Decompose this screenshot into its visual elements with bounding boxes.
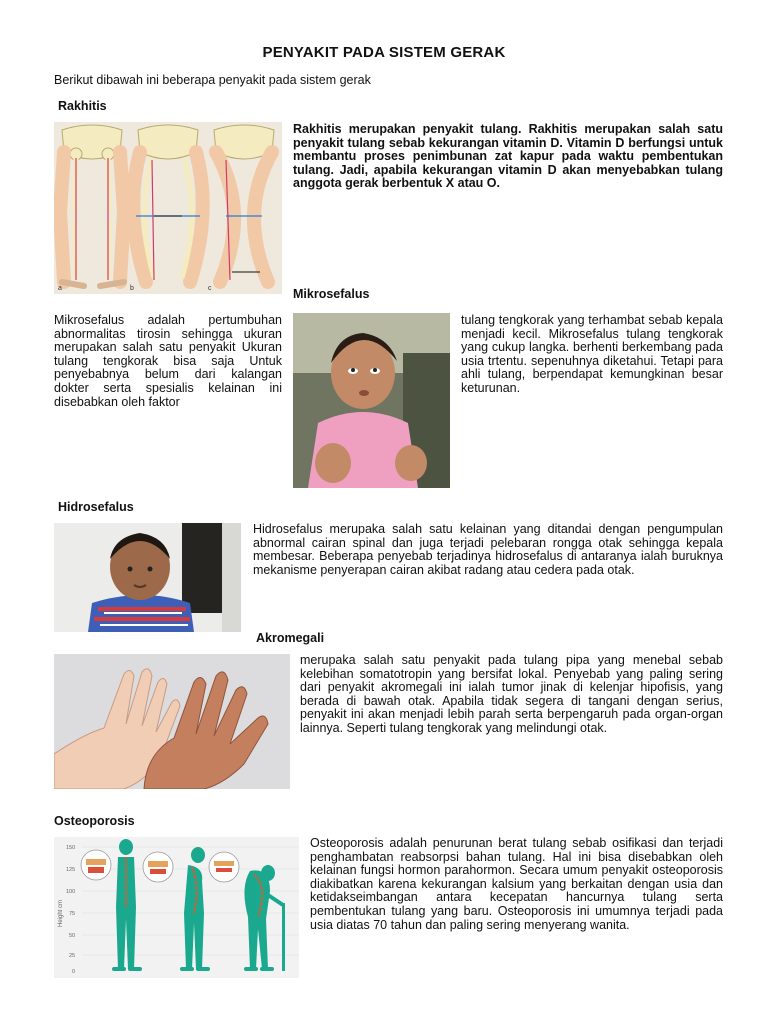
osteoporosis-description: Osteoporosis adalah penurunan berat tulang sebab osifikasi dan terjadi penghambatan reabsorpsi bahan tulang. Hal ini bisa disebabkan oleh kelainan fungsi hormon parahormon. Secara umum penyakit osteoporosis diakibatkan karena kekurangan kalsium yang berkaitan dengan usia dan ketidakseimbangan antara kecepatan hancurnya tulang serta pembentukan tulang yang baru. Osteoporosis ini umumnya terjadi pada usia diatas 70 tahun dan paling sering menyerang wanita.: [310, 836, 723, 932]
hidrosefalus-description: Hidrosefalus merupaka salah satu kelainan yang ditandai dengan pengumpulan abnormal cairan spinal dan juga terjadi pelebaran rongga otak sehingga kepala membesar. Beberapa penyebab terjadinya hidrosefalus di antaranya ialah buruknya mekanisme penyerapan cairan akibat radang atau cedera pada otak.: [253, 522, 723, 577]
mikrosefalus-description-left: Mikrosefalus adalah pertumbuhan abnormalitas tirosin sehingga ukuran merupakan salah satu penyakit Ukuran tulang tengkorak bisa saja Untuk penyebabnya belum dari kalangan dokter serta spesialis kelainan ini disebabkan oleh faktor: [54, 313, 282, 409]
svg-text:125: 125: [66, 867, 76, 873]
svg-text:0: 0: [72, 969, 76, 975]
svg-text:100: 100: [66, 889, 76, 895]
svg-text:a: a: [58, 285, 62, 292]
intro-text: Berikut dibawah ini beberapa penyakit pada sistem gerak: [54, 73, 371, 87]
svg-text:b: b: [130, 285, 134, 292]
heading-osteoporosis: Osteoporosis: [54, 814, 135, 828]
rakhitis-legs-image: [54, 122, 282, 294]
osteoporosis-posture-figure: [54, 837, 299, 978]
akromegali-description: merupaka salah satu penyakit pada tulang pipa yang menebal sebab kelebihan somatotropin yang bersifat lokal. Penyebab yang paling sering dari penyakit akromegali ini ialah tumor jinak di kelenjar hipofisis, yang berada di bawah otak. Apabila tidak segera di tangani dengan serius, penyakit ini akan menjadi lebih parah serta berpengaruh pada organ-organ lainnya. Seperti tulang tengkorak yang melindungi otak.: [300, 653, 723, 735]
heading-akromegali: Akromegali: [256, 631, 325, 645]
svg-text:75: 75: [69, 911, 76, 917]
svg-text:Height cm: Height cm: [58, 899, 64, 927]
legs-normal-figure: [58, 125, 124, 292]
rakhitis-description: Rakhitis merupakan penyakit tulang. Rakhitis merupakan salah satu penyakit tulang sebab kekurangan vitamin D. Vitamin D berfungsi untuk membantu proses penimbunan zat kapur pada waktu pembentukan tulang. Jadi, apabila kekurangan vitamin D akan menyebabkan tulang anggota gerak berbentuk X atau O.: [293, 122, 723, 191]
legs-o-shape-figure: [130, 125, 203, 292]
mikrosefalus-description-right: tulang tengkorak yang terhambat sebab kepala menjadi kecil. Mikrosefalus tulang tengkorak yang cukup langka. berhenti berkembang pada usia trtentu. sepenuhnya diketahui. Tetapi para ahli tulang, berpendapat kemungkinan besar keturunan.: [461, 313, 723, 395]
svg-text:50: 50: [69, 933, 76, 939]
svg-text:25: 25: [69, 953, 76, 959]
heading-hidrosefalus: Hidrosefalus: [58, 500, 134, 514]
page-title: PENYAKIT PADA SISTEM GERAK: [262, 44, 506, 61]
heading-rakhitis: Rakhitis: [58, 99, 107, 113]
akromegali-hands-photo: [54, 654, 290, 789]
hidrosefalus-child-photo: [54, 523, 241, 632]
mikrosefalus-child-photo: [293, 313, 450, 488]
svg-text:150: 150: [66, 845, 76, 851]
legs-x-shape-figure: [208, 125, 274, 292]
svg-text:c: c: [208, 285, 212, 292]
heading-mikrosefalus: Mikrosefalus: [293, 287, 370, 301]
